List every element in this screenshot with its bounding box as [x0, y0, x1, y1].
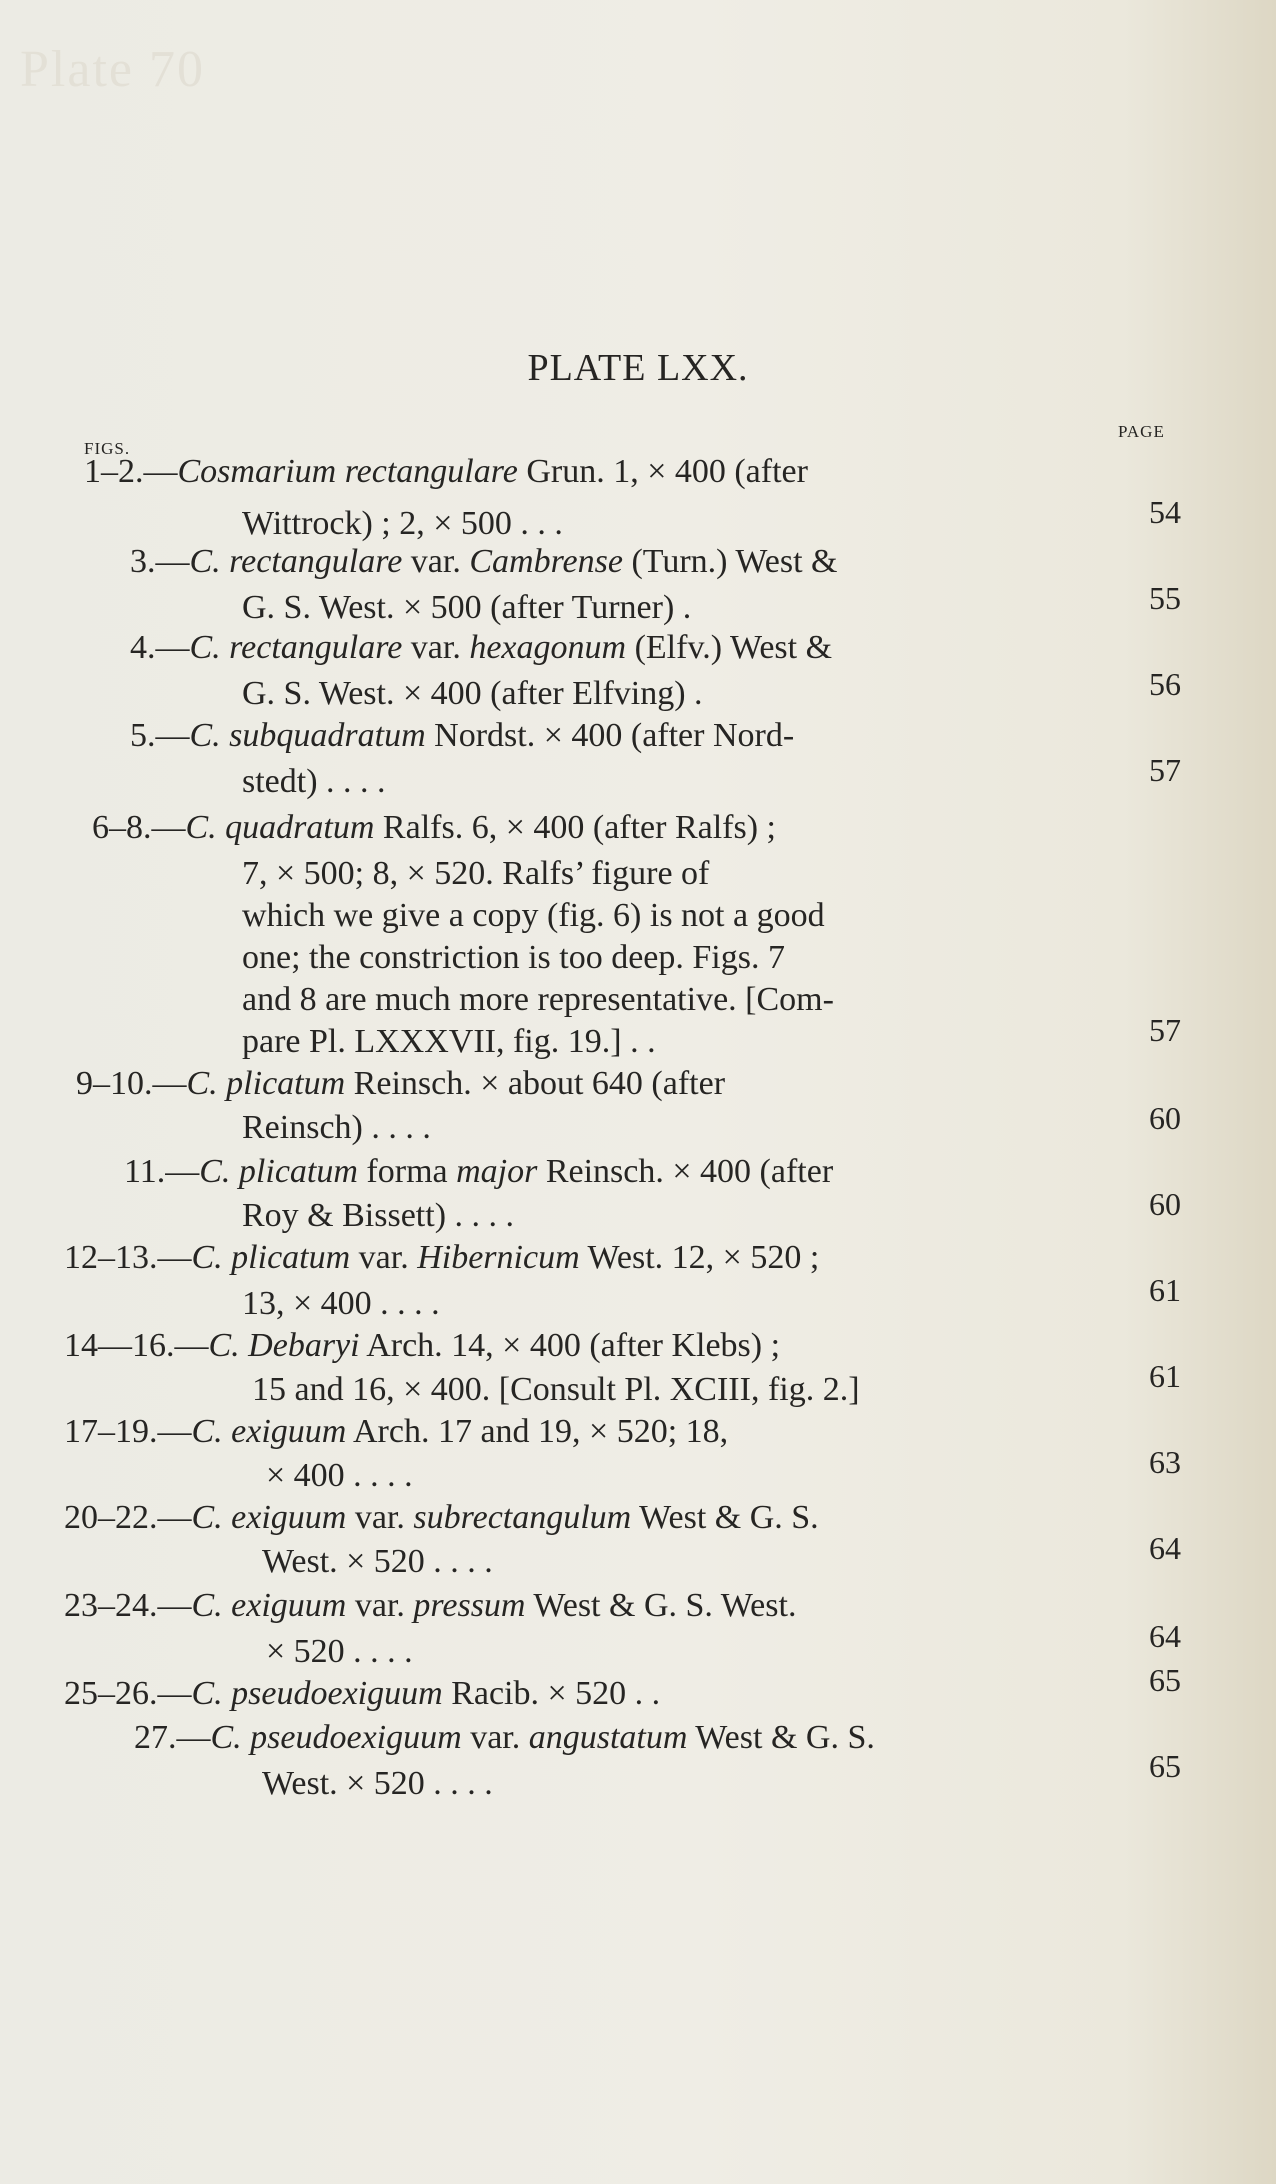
taxon-name: major [456, 1153, 538, 1190]
page-number: 61 [1149, 1358, 1181, 1394]
caption-text: Roy & Bissett) . . . . [242, 1197, 515, 1234]
caption-text: Racib. × 520 . . [442, 1675, 661, 1712]
caption-text: 9–10.— [76, 1065, 187, 1102]
page-number: 60 [1149, 1100, 1181, 1136]
caption-line [252, 1368, 860, 1412]
taxon-name: Hibernicum [417, 1239, 580, 1276]
caption-text: West & G. S. West. [525, 1587, 797, 1624]
caption-line [64, 1496, 819, 1540]
caption-text: 7, × 500; 8, × 520. Ralfs’ figure of [242, 855, 710, 892]
caption-text: 23–24.— [64, 1587, 192, 1624]
page-number: 64 [1149, 1530, 1181, 1566]
caption-line [92, 806, 776, 850]
caption-text: var. [346, 1587, 414, 1624]
caption-line [242, 894, 825, 938]
caption-text: var. [402, 629, 470, 666]
caption-text: one; the constriction is too deep. Figs. 7 [242, 939, 785, 976]
taxon-name: C. exiguum [191, 1587, 347, 1624]
taxon-name: Cambrense [469, 543, 623, 580]
caption-line [242, 936, 785, 980]
caption-text: × 400 . . . . [266, 1457, 413, 1494]
caption-line [84, 450, 808, 494]
caption-text: Ralfs. 6, × 400 (after Ralfs) ; [374, 809, 776, 846]
caption-text: forma [357, 1153, 457, 1190]
caption-line [242, 760, 386, 804]
taxon-name: C. plicatum [191, 1239, 351, 1276]
caption-line [130, 626, 832, 670]
caption-line [266, 1454, 413, 1498]
caption-text: West. 12, × 520 ; [579, 1239, 820, 1276]
caption-text: Reinsch. × 400 (after [537, 1153, 834, 1190]
taxon-name: C. quadratum [185, 809, 375, 846]
page-number: 61 [1149, 1272, 1181, 1308]
taxon-name: C. exiguum [191, 1499, 347, 1536]
show-through-text: Plate 70 [20, 41, 205, 98]
page-number: 54 [1149, 494, 1181, 530]
page-number: 57 [1149, 1012, 1181, 1048]
caption-line [242, 852, 709, 896]
caption-line [262, 1762, 493, 1806]
caption-text: 27.— [134, 1719, 211, 1756]
taxon-name: C. plicatum [186, 1065, 346, 1102]
caption-text: G. S. West. × 400 (after Elfving) . [242, 675, 703, 712]
caption-text: 11.— [124, 1153, 200, 1190]
caption-line [242, 672, 703, 716]
caption-line [64, 1236, 819, 1280]
caption-text: 25–26.— [64, 1675, 192, 1712]
caption-line [64, 1324, 780, 1368]
page-number: 60 [1149, 1186, 1181, 1222]
caption-text: 5.— [130, 717, 190, 754]
caption-text: and 8 are much more representative. [Com- [242, 981, 834, 1018]
caption-text: 13, × 400 . . . . [242, 1285, 440, 1322]
caption-text: 12–13.— [64, 1239, 192, 1276]
taxon-name: Cosmarium rectangulare [177, 453, 518, 490]
page-number: 55 [1149, 580, 1181, 616]
caption-text: Nordst. × 400 (after Nord- [425, 717, 795, 754]
caption-line [266, 1630, 413, 1674]
taxon-name: hexagonum [469, 629, 627, 666]
taxon-name: C. rectangulare [189, 543, 403, 580]
caption-text: Grun. 1, × 400 (after [517, 453, 808, 490]
taxon-name: C. pseudoexiguum [191, 1675, 443, 1712]
caption-text: var. [461, 1719, 529, 1756]
taxon-name: C. subquadratum [189, 717, 426, 754]
caption-text: West. × 520 . . . . [262, 1765, 493, 1802]
caption-text: 15 and 16, × 400. [Consult Pl. XCIII, fig. 2.] [252, 1371, 860, 1408]
caption-text: var. [350, 1239, 418, 1276]
page-number: 56 [1149, 666, 1181, 702]
caption-line [134, 1716, 875, 1760]
caption-text: which we give a copy (fig. 6) is not a good [242, 897, 825, 934]
caption-line [124, 1150, 833, 1194]
caption-text: 4.— [130, 629, 190, 666]
page-number: 64 [1149, 1618, 1181, 1654]
plate-title: PLATE LXX. [527, 347, 749, 389]
caption-line [242, 1194, 514, 1238]
caption-text: Wittrock) ; 2, × 500 . . . [242, 505, 563, 542]
caption-text: Arch. 14, × 400 (after Klebs) ; [359, 1327, 781, 1364]
caption-line [130, 540, 837, 584]
caption-line [242, 978, 834, 1022]
caption-line [64, 1584, 796, 1628]
caption-line [242, 1282, 440, 1326]
page-number: 65 [1149, 1748, 1181, 1784]
figs-column-header: FIGS. [84, 439, 131, 458]
taxon-name: pressum [413, 1587, 526, 1624]
taxon-name: C. rectangulare [189, 629, 403, 666]
page-number: 63 [1149, 1444, 1181, 1480]
caption-text: stedt) . . . . [242, 763, 386, 800]
caption-text: 17–19.— [64, 1413, 192, 1450]
page-number: 65 [1149, 1662, 1181, 1698]
caption-line [64, 1672, 660, 1716]
taxon-name: angustatum [528, 1719, 688, 1756]
caption-text: 1–2.— [84, 453, 178, 490]
caption-text: 20–22.— [64, 1499, 192, 1536]
caption-line [242, 1106, 431, 1150]
taxon-name: C. Debaryi [208, 1327, 360, 1364]
caption-text: G. S. West. × 500 (after Turner) . [242, 589, 692, 626]
caption-line [242, 1020, 656, 1064]
caption-text: × 520 . . . . [266, 1633, 413, 1670]
caption-text: 6–8.— [92, 809, 186, 846]
caption-text: West & G. S. [687, 1719, 875, 1756]
caption-text: pare Pl. LXXXVII, fig. 19.] . . [242, 1023, 656, 1060]
caption-text: West & G. S. [631, 1499, 819, 1536]
caption-text: West. × 520 . . . . [262, 1543, 493, 1580]
caption-line [242, 586, 691, 630]
caption-line [262, 1540, 493, 1584]
caption-line [64, 1410, 728, 1454]
caption-text: 3.— [130, 543, 190, 580]
page-number: 57 [1149, 752, 1181, 788]
caption-text: (Elfv.) West & [626, 629, 833, 666]
caption-text: Arch. 17 and 19, × 520; 18, [346, 1413, 729, 1450]
taxon-name: C. pseudoexiguum [210, 1719, 462, 1756]
caption-line [130, 714, 794, 758]
taxon-name: C. exiguum [191, 1413, 347, 1450]
page-column-header: PAGE [1118, 422, 1165, 441]
caption-text: var. [402, 543, 470, 580]
caption-text: Reinsch) . . . . [242, 1109, 431, 1146]
taxon-name: subrectangulum [413, 1499, 632, 1536]
caption-line [76, 1062, 725, 1106]
caption-text: var. [346, 1499, 414, 1536]
taxon-name: C. plicatum [199, 1153, 358, 1190]
caption-text: Reinsch. × about 640 (after [345, 1065, 726, 1102]
caption-text: (Turn.) West & [622, 543, 838, 580]
caption-text: 14—16.— [64, 1327, 209, 1364]
